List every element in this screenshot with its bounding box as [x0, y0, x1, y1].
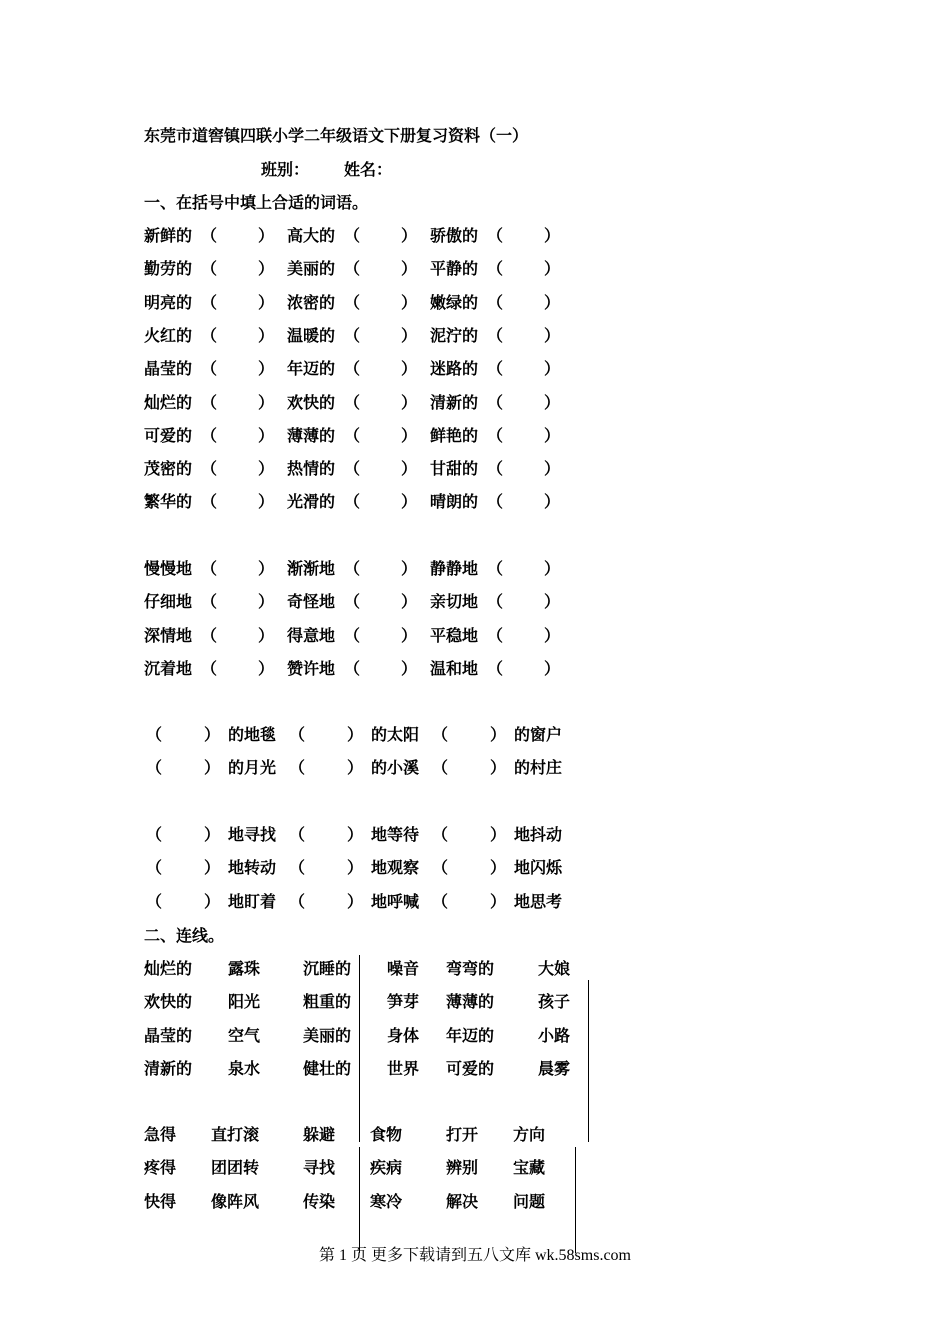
- close-paren: ）: [401, 459, 418, 479]
- open-paren: （: [201, 625, 218, 645]
- noun-word: 的村庄: [514, 758, 563, 778]
- name-label: 姓名：: [344, 160, 393, 179]
- open-paren: （: [201, 259, 218, 279]
- adverb-word: 温和地: [430, 658, 479, 678]
- close-paren: ）: [258, 559, 275, 578]
- close-paren: ）: [544, 259, 561, 279]
- verb-word: 地抖动: [514, 825, 563, 844]
- adjective-word: 可爱的: [144, 425, 193, 445]
- open-paren: （: [487, 292, 504, 312]
- close-paren: ）: [490, 725, 507, 744]
- open-paren: （: [201, 658, 218, 678]
- open-paren: （: [432, 825, 449, 844]
- match-word: 笋芽: [387, 992, 420, 1012]
- match-word: 欢快的: [144, 992, 193, 1012]
- match-word: 泉水: [228, 1058, 261, 1078]
- open-paren: （: [344, 425, 361, 445]
- close-paren: ）: [490, 825, 507, 844]
- close-paren: ）: [258, 226, 275, 245]
- noun-word: 的月光: [228, 758, 277, 778]
- close-paren: ）: [204, 825, 221, 844]
- match-word: 问题: [513, 1191, 546, 1211]
- close-paren: ）: [347, 725, 364, 744]
- verb-word: 地观察: [371, 858, 420, 878]
- open-paren: （: [289, 725, 306, 744]
- open-paren: （: [146, 725, 163, 744]
- adjective-word: 年迈的: [287, 359, 336, 379]
- adjective-word: 清新的: [430, 392, 479, 412]
- open-paren: （: [487, 658, 504, 678]
- adverb-word: 静静地: [430, 559, 479, 578]
- adverb-word: 慢慢地: [144, 559, 193, 578]
- close-paren: ）: [258, 359, 275, 379]
- close-paren: ）: [401, 325, 418, 345]
- adverb-word: 沉着地: [144, 658, 193, 678]
- class-label: 班别：: [261, 160, 310, 179]
- adjective-word: 嫩绿的: [430, 292, 479, 312]
- verb-word: 地思考: [514, 891, 563, 911]
- close-paren: ）: [347, 825, 364, 844]
- match-word: 食物: [370, 1125, 403, 1144]
- match-word: 解决: [446, 1191, 479, 1211]
- adjective-word: 热情的: [287, 459, 336, 479]
- close-paren: ）: [258, 459, 275, 479]
- match-word: 快得: [144, 1191, 177, 1211]
- close-paren: ）: [544, 292, 561, 312]
- noun-word: 的地毯: [228, 725, 277, 744]
- open-paren: （: [344, 492, 361, 512]
- adjective-word: 骄傲的: [430, 226, 479, 245]
- open-paren: （: [289, 758, 306, 778]
- match-word: 大娘: [538, 959, 571, 978]
- match-word: 露珠: [228, 959, 261, 978]
- open-paren: （: [201, 492, 218, 512]
- noun-word: 的窗户: [514, 725, 563, 744]
- adverb-word: 奇怪地: [287, 592, 336, 612]
- open-paren: （: [146, 891, 163, 911]
- open-paren: （: [201, 292, 218, 312]
- close-paren: ）: [544, 658, 561, 678]
- open-paren: （: [344, 592, 361, 612]
- verb-word: 地转动: [228, 858, 277, 878]
- close-paren: ）: [401, 425, 418, 445]
- match-word: 弯弯的: [446, 959, 495, 978]
- close-paren: ）: [347, 858, 364, 878]
- match-word: 宝藏: [513, 1158, 546, 1178]
- close-paren: ）: [401, 359, 418, 379]
- open-paren: （: [201, 359, 218, 379]
- match-word: 美丽的: [303, 1025, 352, 1045]
- noun-word: 的太阳: [371, 725, 420, 744]
- match-word: 寒冷: [370, 1191, 403, 1211]
- match-word: 方向: [513, 1125, 546, 1144]
- close-paren: ）: [401, 259, 418, 279]
- open-paren: （: [201, 459, 218, 479]
- open-paren: （: [146, 825, 163, 844]
- match-word: 沉睡的: [303, 959, 352, 978]
- close-paren: ）: [544, 492, 561, 512]
- open-paren: （: [201, 559, 218, 578]
- close-paren: ）: [258, 325, 275, 345]
- match-word: 晶莹的: [144, 1025, 193, 1045]
- open-paren: （: [344, 292, 361, 312]
- close-paren: ）: [258, 425, 275, 445]
- open-paren: （: [432, 858, 449, 878]
- adjective-word: 鲜艳的: [430, 425, 479, 445]
- open-paren: （: [201, 592, 218, 612]
- close-paren: ）: [258, 658, 275, 678]
- divider-line: [588, 980, 589, 1142]
- match-word: 小路: [538, 1025, 571, 1045]
- match-word: 打开: [446, 1125, 479, 1144]
- open-paren: （: [487, 459, 504, 479]
- match-word: 辨别: [446, 1158, 479, 1178]
- adverb-word: 得意地: [287, 625, 336, 645]
- adjective-word: 甘甜的: [430, 459, 479, 479]
- adverb-word: 平稳地: [430, 625, 479, 645]
- adjective-word: 薄薄的: [287, 425, 336, 445]
- match-word: 灿烂的: [144, 959, 193, 978]
- open-paren: （: [344, 259, 361, 279]
- open-paren: （: [344, 658, 361, 678]
- open-paren: （: [201, 325, 218, 345]
- open-paren: （: [487, 359, 504, 379]
- match-word: 噪音: [387, 959, 420, 978]
- noun-word: 的小溪: [371, 758, 420, 778]
- close-paren: ）: [401, 658, 418, 678]
- open-paren: （: [344, 392, 361, 412]
- adjective-word: 晴朗的: [430, 492, 479, 512]
- open-paren: （: [432, 725, 449, 744]
- match-word: 身体: [387, 1025, 420, 1045]
- adverb-word: 深情地: [144, 625, 193, 645]
- close-paren: ）: [544, 459, 561, 479]
- adjective-word: 明亮的: [144, 292, 193, 312]
- close-paren: ）: [401, 592, 418, 612]
- match-word: 急得: [144, 1125, 177, 1144]
- verb-word: 地等待: [371, 825, 420, 844]
- verb-word: 地盯着: [228, 891, 277, 911]
- adjective-word: 浓密的: [287, 292, 336, 312]
- match-word: 健壮的: [303, 1058, 352, 1078]
- close-paren: ）: [258, 292, 275, 312]
- adjective-word: 勤劳的: [144, 259, 193, 279]
- adjective-word: 平静的: [430, 259, 479, 279]
- close-paren: ）: [401, 492, 418, 512]
- adjective-word: 新鲜的: [144, 226, 193, 245]
- adverb-word: 渐渐地: [287, 559, 336, 578]
- match-word: 寻找: [303, 1158, 336, 1178]
- close-paren: ）: [258, 592, 275, 612]
- open-paren: （: [487, 392, 504, 412]
- match-word: 世界: [387, 1058, 420, 1078]
- close-paren: ）: [544, 559, 561, 578]
- open-paren: （: [487, 492, 504, 512]
- adjective-word: 灿烂的: [144, 392, 193, 412]
- verb-word: 地呼喊: [371, 891, 420, 911]
- open-paren: （: [344, 459, 361, 479]
- match-word: 清新的: [144, 1058, 193, 1078]
- close-paren: ）: [204, 758, 221, 778]
- section-2-heading: 二、连线。: [144, 926, 225, 945]
- adverb-word: 赞许地: [287, 658, 336, 678]
- close-paren: ）: [258, 259, 275, 279]
- adverb-word: 亲切地: [430, 592, 479, 612]
- open-paren: （: [487, 226, 504, 245]
- divider-line: [575, 1147, 576, 1253]
- adjective-word: 茂密的: [144, 459, 193, 479]
- verb-word: 地寻找: [228, 825, 277, 844]
- divider-line: [359, 1147, 360, 1253]
- open-paren: （: [487, 259, 504, 279]
- close-paren: ）: [401, 559, 418, 578]
- verb-word: 地闪烁: [514, 858, 563, 878]
- close-paren: ）: [258, 492, 275, 512]
- close-paren: ）: [490, 758, 507, 778]
- close-paren: ）: [204, 725, 221, 744]
- adjective-word: 欢快的: [287, 392, 336, 412]
- close-paren: ）: [258, 392, 275, 412]
- match-word: 疾病: [370, 1158, 403, 1178]
- open-paren: （: [344, 559, 361, 578]
- open-paren: （: [201, 425, 218, 445]
- close-paren: ）: [490, 858, 507, 878]
- open-paren: （: [146, 758, 163, 778]
- match-word: 年迈的: [446, 1025, 495, 1045]
- match-word: 薄薄的: [446, 992, 495, 1012]
- close-paren: ）: [401, 625, 418, 645]
- open-paren: （: [289, 891, 306, 911]
- close-paren: ）: [401, 292, 418, 312]
- close-paren: ）: [204, 858, 221, 878]
- open-paren: （: [201, 392, 218, 412]
- close-paren: ）: [544, 425, 561, 445]
- match-word: 阳光: [228, 992, 261, 1012]
- match-word: 晨雾: [538, 1058, 571, 1078]
- adjective-word: 迷路的: [430, 359, 479, 379]
- open-paren: （: [487, 592, 504, 612]
- close-paren: ）: [204, 891, 221, 911]
- match-word: 粗重的: [303, 992, 352, 1012]
- match-word: 团团转: [211, 1158, 260, 1178]
- open-paren: （: [201, 226, 218, 245]
- close-paren: ）: [347, 891, 364, 911]
- close-paren: ）: [258, 625, 275, 645]
- close-paren: ）: [544, 625, 561, 645]
- open-paren: （: [344, 359, 361, 379]
- close-paren: ）: [401, 392, 418, 412]
- page-title: 东莞市道窖镇四联小学二年级语文下册复习资料（一）: [144, 126, 529, 145]
- match-word: 空气: [228, 1025, 261, 1045]
- adjective-word: 温暖的: [287, 325, 336, 345]
- close-paren: ）: [544, 359, 561, 379]
- close-paren: ）: [544, 592, 561, 612]
- adjective-word: 晶莹的: [144, 359, 193, 379]
- close-paren: ）: [490, 891, 507, 911]
- match-word: 传染: [303, 1191, 336, 1211]
- open-paren: （: [432, 891, 449, 911]
- close-paren: ）: [401, 226, 418, 245]
- match-word: 可爱的: [446, 1058, 495, 1078]
- adjective-word: 高大的: [287, 226, 336, 245]
- open-paren: （: [344, 226, 361, 245]
- match-word: 疼得: [144, 1158, 177, 1178]
- adjective-word: 繁华的: [144, 492, 193, 512]
- close-paren: ）: [347, 758, 364, 778]
- match-word: 孩子: [538, 992, 571, 1012]
- close-paren: ）: [544, 226, 561, 245]
- open-paren: （: [487, 425, 504, 445]
- adjective-word: 光滑的: [287, 492, 336, 512]
- open-paren: （: [487, 559, 504, 578]
- match-word: 像阵风: [211, 1191, 260, 1211]
- open-paren: （: [432, 758, 449, 778]
- match-word: 躲避: [303, 1125, 336, 1144]
- close-paren: ）: [544, 325, 561, 345]
- adverb-word: 仔细地: [144, 592, 193, 612]
- divider-line: [359, 955, 360, 1142]
- open-paren: （: [344, 325, 361, 345]
- open-paren: （: [487, 325, 504, 345]
- open-paren: （: [289, 825, 306, 844]
- open-paren: （: [344, 625, 361, 645]
- open-paren: （: [146, 858, 163, 878]
- close-paren: ）: [544, 392, 561, 412]
- open-paren: （: [487, 625, 504, 645]
- open-paren: （: [289, 858, 306, 878]
- adjective-word: 泥泞的: [430, 325, 479, 345]
- match-word: 直打滚: [211, 1125, 260, 1144]
- adjective-word: 美丽的: [287, 259, 336, 279]
- adjective-word: 火红的: [144, 325, 193, 345]
- page-footer: 第 1 页 更多下载请到五八文库 wk.58sms.com: [318, 1247, 631, 1264]
- section-1-heading: 一、在括号中填上合适的词语。: [144, 193, 369, 212]
